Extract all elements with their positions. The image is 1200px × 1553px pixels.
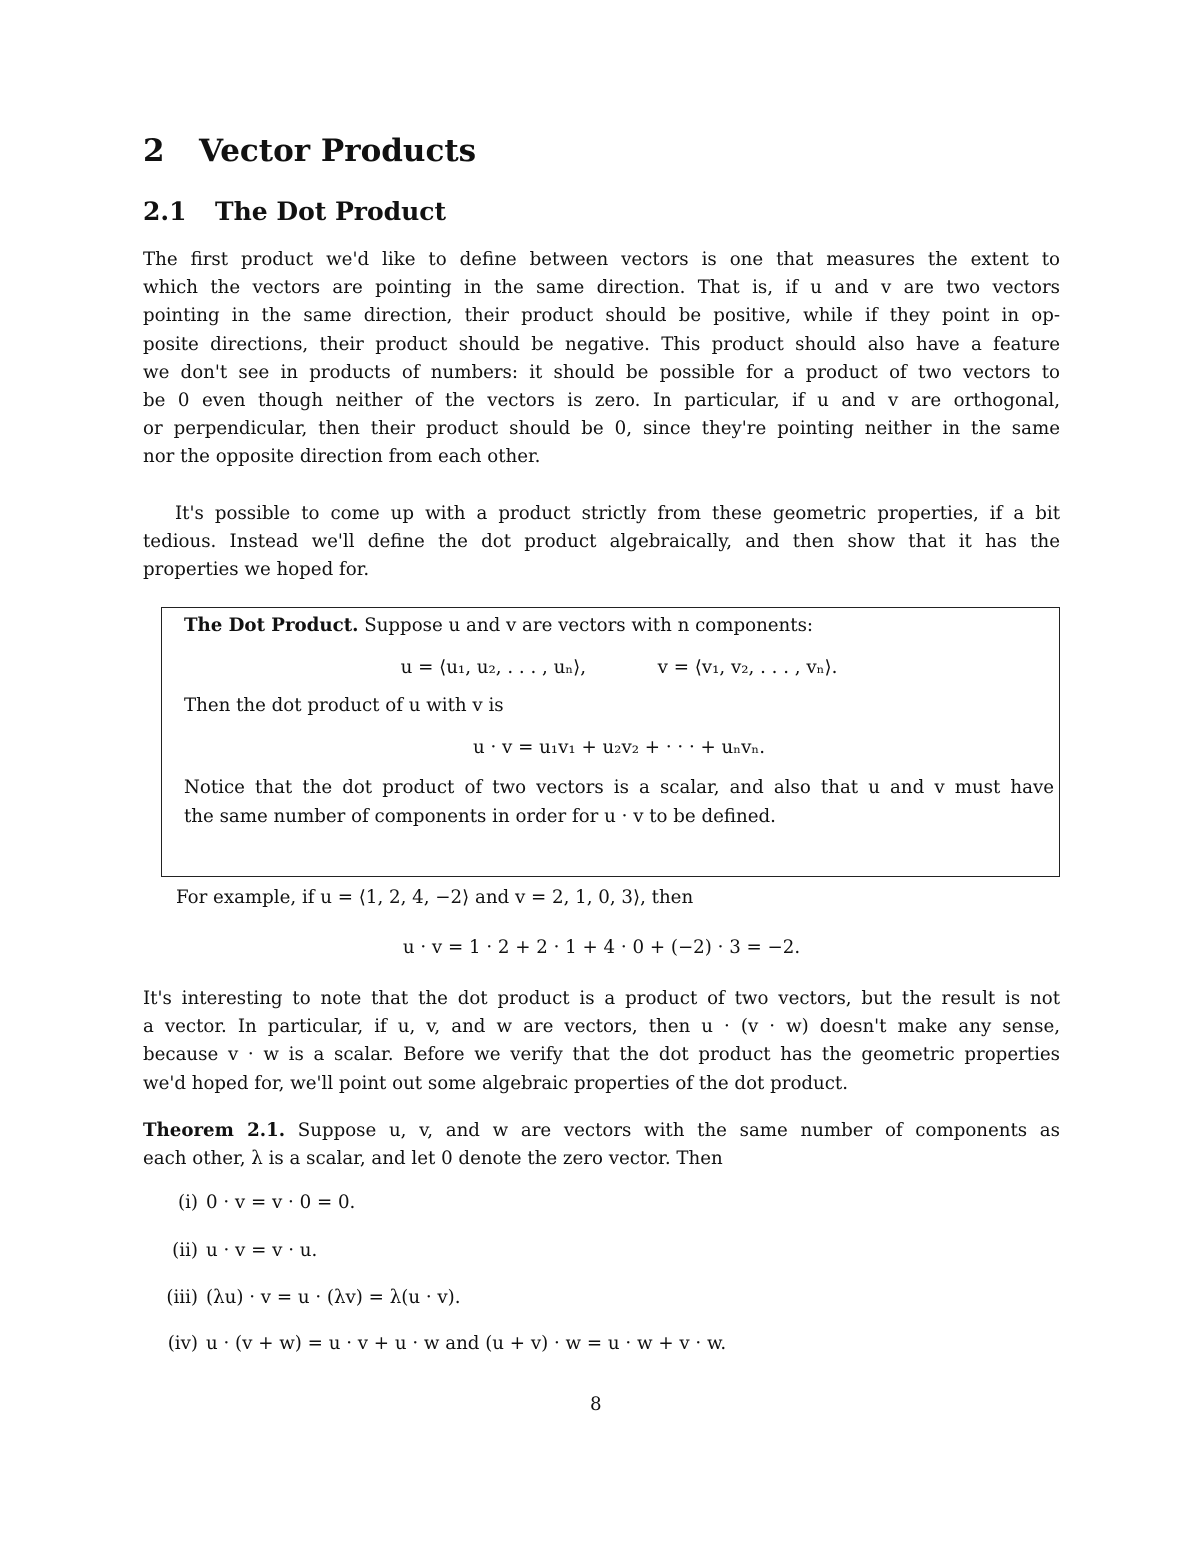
theorem-line-2: each other, λ is a scalar, and let 0 denote the zero vector. Then bbox=[143, 1148, 723, 1170]
definition-notice-line: Notice that the dot product of two vectors is a scalar, and also that u and v must have bbox=[184, 777, 1054, 799]
para2-line: properties we hoped for. bbox=[143, 559, 370, 581]
section-title: Vector Products bbox=[199, 133, 477, 169]
para2-line: tedious. Instead we'll define the dot product algebraically, and then show that it has the bbox=[143, 531, 1060, 553]
para1-line: or perpendicular, then their product should be 0, since they're pointing neither in the same bbox=[143, 418, 1060, 440]
section-number: 2 bbox=[143, 133, 165, 169]
paragraph-2 bbox=[143, 500, 1060, 585]
definition-intro: Suppose u and v are vectors with n components: bbox=[364, 615, 814, 636]
item-label: (ii) bbox=[172, 1240, 198, 1261]
para3-line: we'd hoped for, we'll point out some algebraic properties of the dot product. bbox=[143, 1072, 849, 1094]
item-label: (iv) bbox=[167, 1333, 198, 1354]
theorem-item bbox=[150, 1287, 461, 1308]
page-number: 8 bbox=[590, 1394, 602, 1415]
equation-v: v = ⟨v₁, v₂, . . . , vₙ⟩. bbox=[657, 657, 838, 679]
theorem-line-1 bbox=[143, 1117, 1060, 1145]
item-text: u · (v + w) = u · v + u · w and (u + v) · w = u · w + v · w. bbox=[206, 1333, 727, 1354]
item-text: 0 · v = v · 0 = 0. bbox=[206, 1192, 356, 1213]
para1-line: The first product we'd like to define between vectors is one that measures the extent to bbox=[143, 249, 1060, 270]
para1-line: be 0 even though neither of the vectors is zero. In particular, if u and v are orthogonal, bbox=[143, 389, 1060, 411]
definition-equation-2: u · v = u₁v₁ + u₂v₂ + · · · + uₙvₙ. bbox=[472, 737, 766, 759]
theorem bbox=[143, 1117, 1060, 1173]
example-intro: For example, if u = ⟨1, 2, 4, −2⟩ and v = 2, 1, 0, 3⟩, then bbox=[176, 887, 694, 908]
theorem-item bbox=[150, 1333, 726, 1354]
paragraph-1 bbox=[143, 246, 1060, 472]
para3-line: It's interesting to note that the dot product is a product of two vectors, but the result is not bbox=[143, 988, 1060, 1009]
para3-line: a vector. In particular, if u, v, and w are vectors, then u · (v · w) doesn't make any sense, bbox=[143, 1016, 1060, 1038]
theorem-label: Theorem 2.1. bbox=[143, 1120, 286, 1141]
para1-line: we don't see in products of numbers: it should be possible for a product of two vectors to bbox=[143, 361, 1060, 383]
subsection-number: 2.1 bbox=[143, 197, 187, 226]
definition-notice-line: the same number of components in order for u · v to be defined. bbox=[184, 805, 776, 827]
para1-line: posite directions, their product should be negative. This product should also have a feature bbox=[143, 333, 1060, 355]
definition-equation-1 bbox=[184, 654, 1054, 682]
paragraph-3 bbox=[143, 985, 1060, 1098]
definition-box bbox=[161, 607, 1060, 877]
item-text: (λu) · v = u · (λv) = λ(u · v). bbox=[206, 1287, 461, 1308]
item-label: (iii) bbox=[166, 1287, 198, 1308]
theorem-item bbox=[150, 1240, 317, 1261]
theorem-item bbox=[150, 1192, 355, 1213]
subsection-heading bbox=[143, 197, 446, 226]
para1-line: which the vectors are pointing in the same direction. That is, if u and v are two vectors bbox=[143, 277, 1060, 299]
section-heading bbox=[143, 133, 476, 169]
definition-title: The Dot Product. bbox=[184, 615, 359, 636]
definition-then-line: Then the dot product of u with v is bbox=[184, 695, 504, 717]
definition-intro-line bbox=[184, 612, 1054, 640]
example-equation: u · v = 1 · 2 + 2 · 1 + 4 · 0 + (−2) · 3 = −2. bbox=[402, 937, 801, 958]
item-text: u · v = v · u. bbox=[206, 1240, 318, 1261]
para1-line: nor the opposite direction from each other. bbox=[143, 446, 541, 468]
para2-line: It's possible to come up with a product strictly from these geometric properties, if a bit bbox=[175, 503, 1060, 524]
subsection-title: The Dot Product bbox=[215, 197, 447, 226]
para3-line: because v · w is a scalar. Before we verify that the dot product has the geometric properties bbox=[143, 1044, 1060, 1066]
theorem-text-1: Suppose u, v, and w are vectors with the same number of components as bbox=[297, 1120, 1060, 1141]
item-label: (i) bbox=[177, 1192, 198, 1213]
equation-u: u = ⟨u₁, u₂, . . . , uₙ⟩, bbox=[400, 657, 587, 679]
para1-line: pointing in the same direction, their product should be positive, while if they point in op- bbox=[143, 305, 1060, 327]
